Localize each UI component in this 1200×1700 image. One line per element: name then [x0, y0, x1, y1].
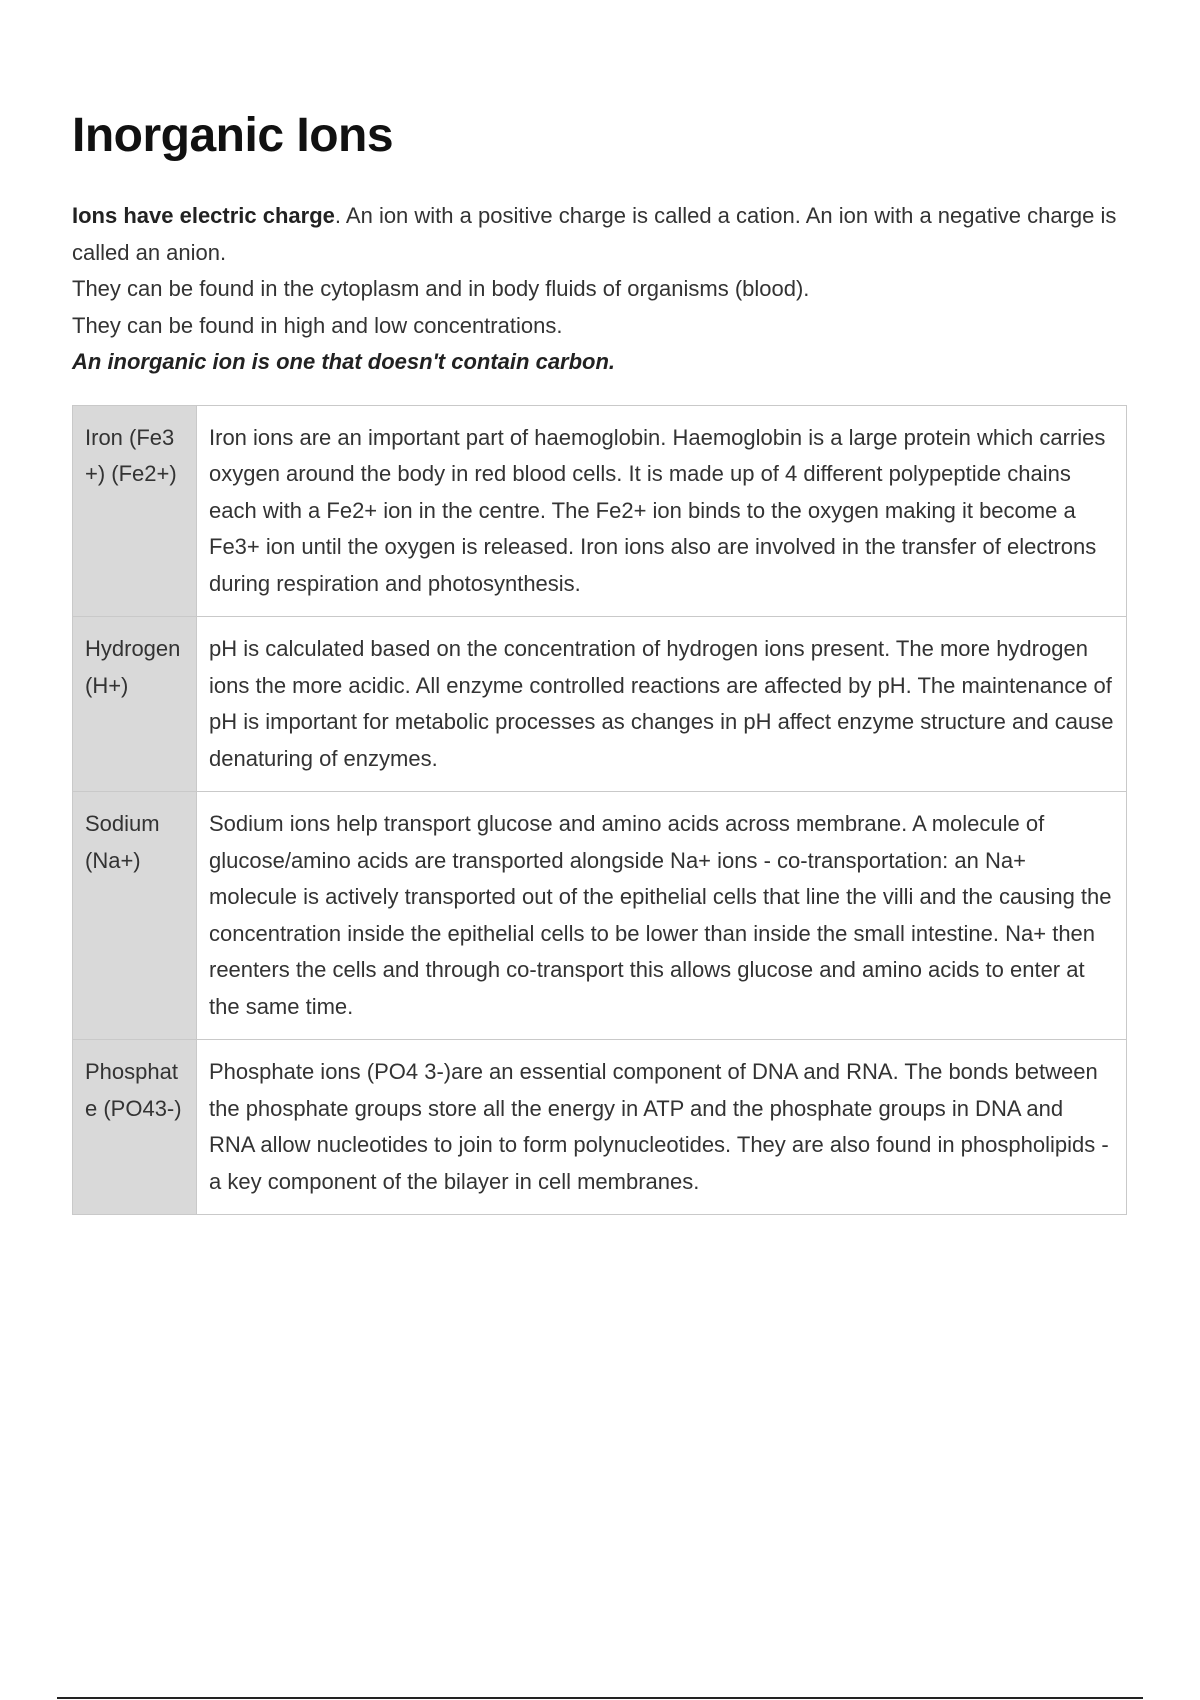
intro-emphasis: An inorganic ion is one that doesn't contain carbon.: [72, 349, 616, 374]
intro-section: [72, 198, 1127, 381]
ion-description-cell: Iron ions are an important part of haemoglobin. Haemoglobin is a large protein which carries oxygen around the body in red blood cells. It is made up of 4 different polypeptide chains each with a Fe2+ ion in the centre. The Fe2+ ion binds to the oxygen making it become a Fe3+ ion until the oxygen is released. Iron ions also are involved in the transfer of electrons during respiration and photosynthesis.: [197, 405, 1127, 617]
ion-description-cell: Sodium ions help transport glucose and amino acids across membrane. A molecule of glucose/amino acids are transported alongside Na+ ions - co-transportation: an Na+ molecule is actively transported out of the epithelial cells that line the villi and the causing the concentration inside the epithelial cells to be lower than inside the small intestine. Na+ then reenters the cells and through co-transport this allows glucose and amino acids to enter at the same time.: [197, 792, 1127, 1040]
page-title: Inorganic Ions: [72, 109, 394, 162]
table-row: [73, 1040, 1127, 1215]
ion-description-cell: Phosphate ions (PO4 3-)are an essential component of DNA and RNA. The bonds between the phosphate groups store all the energy in ATP and the phosphate groups in DNA and RNA allow nucleotides to join to form polynucleotides. They are also found in phospholipids - a key component of the bilayer in cell membranes.: [197, 1040, 1127, 1215]
ion-name-cell: Hydrogen (H+): [73, 617, 197, 792]
document-page: [72, 0, 1127, 1215]
intro-line-concentrations: They can be found in high and low concentrations.: [72, 312, 563, 338]
table-row: [73, 792, 1127, 1040]
intro-lead-rest: . An ion with a positive charge is called a cation. An ion with a negative charge is called an anion.: [72, 203, 1117, 265]
intro-lead-bold: Ions have electric charge: [72, 203, 335, 228]
intro-paragraph: [72, 198, 1127, 271]
ions-table: [72, 405, 1127, 1216]
intro-line-cytoplasm: They can be found in the cytoplasm and in body fluids of organisms (blood).: [72, 276, 810, 301]
table-row: [73, 405, 1127, 617]
footer-divider: [57, 1697, 1143, 1699]
ion-description-cell: pH is calculated based on the concentration of hydrogen ions present. The more hydrogen ions the more acidic. All enzyme controlled reactions are affected by pH. The maintenance of pH is important for metabolic processes as changes in pH affect enzyme structure and cause denaturing of enzymes.: [197, 617, 1127, 792]
ion-name-cell: Iron (Fe3+) (Fe2+): [73, 405, 197, 617]
ion-name-cell: Sodium (Na+): [73, 792, 197, 1040]
table-row: [73, 617, 1127, 792]
ion-name-cell: Phosphate (PO43-): [73, 1040, 197, 1215]
